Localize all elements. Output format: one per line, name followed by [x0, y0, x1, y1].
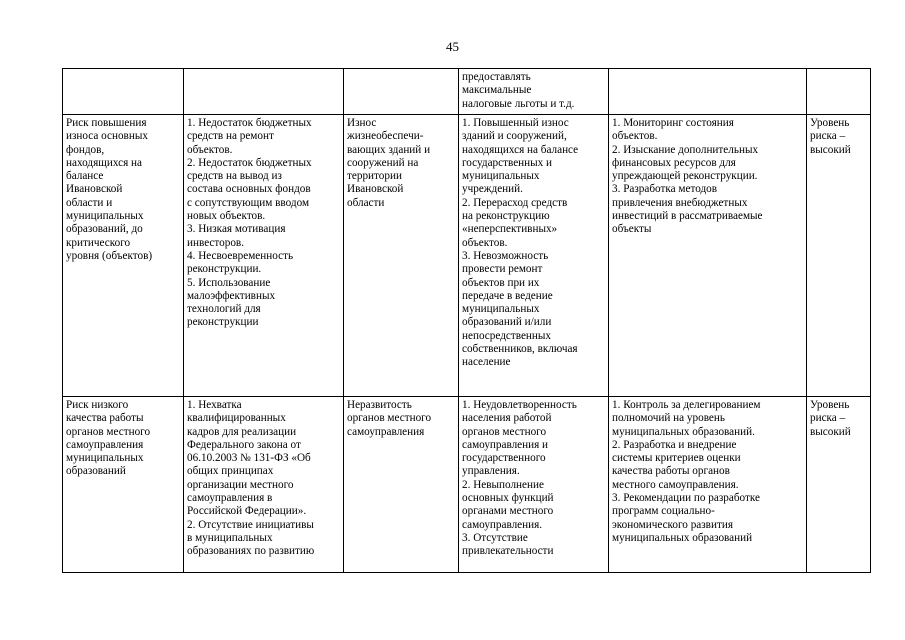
causes-cell: 1. Недостаток бюджетных средств на ремонт объектов. 2. Недостаток бюджетных средств на вывод из состава основных фондов с сопутствующим вводом новых объектов. 3. Низкая мотивация инвесторов. 4. Несвоевременность реконструкции. 5. Использование малоэффективных технологий для реконструкции: [184, 115, 344, 397]
table-row-continuation: [63, 69, 871, 115]
table-cell: [807, 69, 871, 115]
consequences-cell: 1. Неудовлетворенность населения работой органов местного самоуправления и государственного управления. 2. Невыполнение основных функций органами местного самоуправления. 3. Отсутствие привлекательности: [459, 397, 609, 573]
measures-cell: 1. Мониторинг состояния объектов. 2. Изыскание дополнительных финансовых ресурсов для упреждающей реконструкции. 3. Разработка методов привлечения внебюджетных инвестиций в рассматриваемые объекты: [609, 115, 807, 397]
factor-cell: Неразвитость органов местного самоуправления: [344, 397, 459, 573]
table-cell: [63, 69, 184, 115]
risk-level-cell: Уровень риска – высокий: [807, 115, 871, 397]
risk-table: [62, 68, 871, 573]
risk-cell: Риск повышения износа основных фондов, находящихся на балансе Ивановской области и муниципальных образований, до критического уровня (объектов): [63, 115, 184, 397]
table-cell: [344, 69, 459, 115]
table-cell: [184, 69, 344, 115]
consequences-cell: 1. Повышенный износ зданий и сооружений, находящихся на балансе государственных и муниципальных учреждений. 2. Перерасход средств на реконструкцию «неперспективных» объектов. 3. Невозможность провести ремонт объектов при их передаче в ведение муниципальных образований и/или непосредственных собственников, включая население: [459, 115, 609, 397]
table-row: [63, 115, 871, 397]
risk-level-cell: Уровень риска – высокий: [807, 397, 871, 573]
factor-cell: Износ жизнеобеспечи- вающих зданий и сооружений на территории Ивановской области: [344, 115, 459, 397]
risk-cell: Риск низкого качества работы органов местного самоуправления муниципальных образований: [63, 397, 184, 573]
table-cell: [609, 69, 807, 115]
table-row: [63, 397, 871, 573]
page-number: 45: [446, 39, 459, 54]
table-cell-consequences: предоставлять максимальные налоговые льготы и т.д.: [459, 69, 609, 115]
measures-cell: 1. Контроль за делегированием полномочий на уровень муниципальных образований. 2. Разработка и внедрение системы критериев оценки качества работы органов местного самоуправления. 3. Рекомендации по разработке программ социально- экономического развития муниципальных образований: [609, 397, 807, 573]
causes-cell: 1. Нехватка квалифицированных кадров для реализации Федерального закона от 06.10.2003 № 131-ФЗ «Об общих принципах организации местного самоуправления в Российской Федерации». 2. Отсутствие инициативы в муниципальных образованиях по развитию: [184, 397, 344, 573]
